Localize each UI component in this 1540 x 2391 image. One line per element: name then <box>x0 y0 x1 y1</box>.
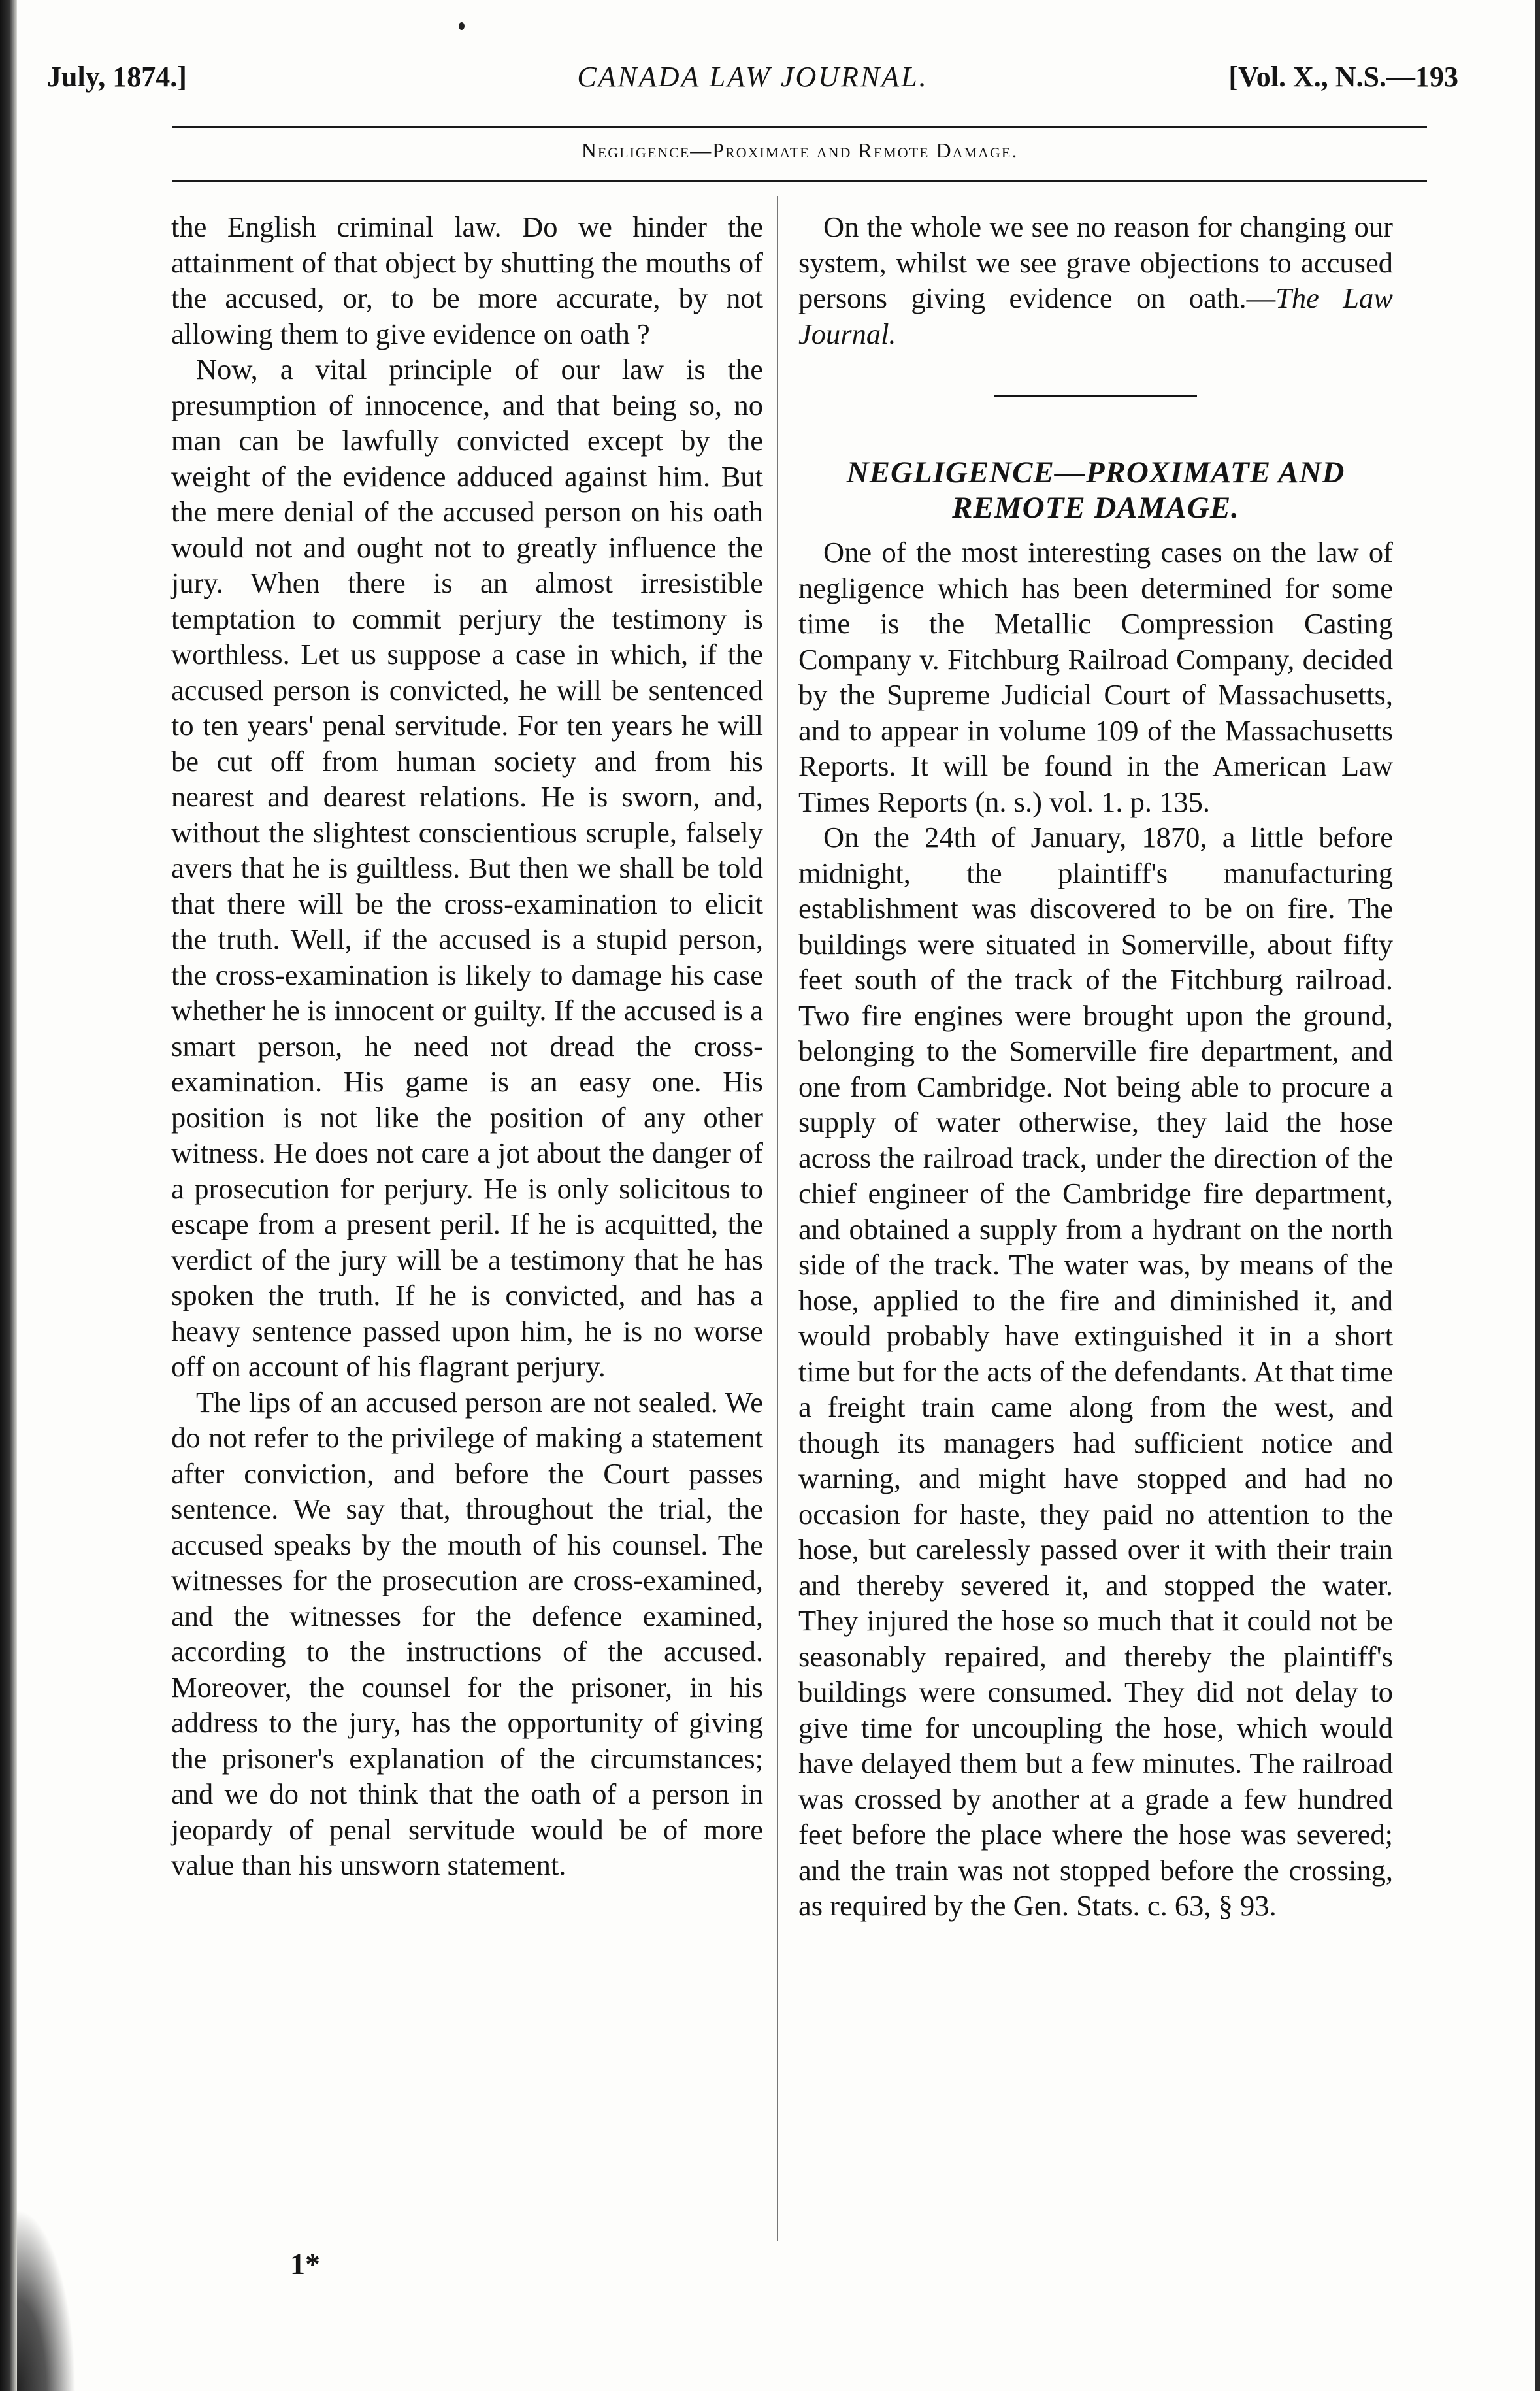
right-column <box>798 209 1393 1924</box>
article-title <box>798 455 1393 525</box>
closing-source: The Law Journal. <box>798 282 1393 350</box>
running-head <box>47 60 1458 106</box>
article-title-line-2: REMOTE DAMAGE. <box>952 491 1239 525</box>
running-head-date: July, 1874.] <box>47 61 187 93</box>
page-corner-shadow <box>17 2209 76 2391</box>
header-rule <box>172 126 1427 128</box>
article-separator-rule <box>994 395 1197 397</box>
right-paragraph-1: One of the most interesting cases on the law of negligence which has been determined for some time is the Metallic Compression Casting Company v. Fitchburg Railroad Company, decided by the Supreme Judicial Court of Massachusetts, and to appear in volume 109 of the Massachusetts Reports. It will be found in the American Law Times Reports (n. s.) vol. 1. p. 135. <box>798 536 1393 818</box>
running-head-volume: [Vol. X., N.S.—193 <box>1228 61 1458 93</box>
page-binding-edge <box>0 0 17 2391</box>
page-right-edge <box>1535 0 1540 2391</box>
page-signature: 1* <box>290 2247 320 2281</box>
section-rule <box>172 180 1427 182</box>
closing-paragraph-text: On the whole we see no reason for changing our system, whilst we see grave objections to accused persons giving evidence on oath.— <box>798 210 1393 314</box>
left-paragraph-1: the English criminal law. Do we hinder the attainment of that object by shutting the mouths of the accused, or, to be more accurate, by not allowing them to give evidence on oath ? <box>171 210 763 350</box>
ink-speck <box>459 22 465 30</box>
left-paragraph-3: The lips of an accused person are not sealed. We do not refer to the privilege of making a statement after conviction, and before the Court passes sentence. We say that, throughout the trial, the accused speaks by the mouth of his counsel. The witnesses for the prosecution are cross-examined, and the witnesses for the defence examined, according to the instructions of the accused. Moreover, the counsel for the prisoner, in his address to the jury, has the opportunity of giving the prisoner's explanation of the circumstances; and we do not think that the oath of a person in jeopardy of penal servitude would be of more value than his unsworn statement. <box>171 1385 763 1881</box>
closing-paragraph <box>798 209 1393 352</box>
article-title-line-1: NEGLIGENCE—PROXIMATE AND <box>846 455 1345 489</box>
right-paragraph-2: On the 24th of January, 1870, a little before midnight, the plaintiff's manufacturing establishment was discovered to be on fire. The buildings were situated in Somerville, about fifty feet south of the track of the Fitchburg railroad. Two fire engines were brought upon the ground, belonging to the Somerville fire department, and one from Cambridge. Not being able to procure a supply of water otherwise, they laid the hose across the railroad track, under the direction of the chief engineer of the Cambridge fire department, and obtained a supply from a hydrant on the north side of the track. The water was, by means of the hose, applied to the fire and diminished it, and would probably have extinguished it in a short time but for the acts of the defendants. At that time a freight train came along from the west, and though its managers had sufficient notice and warning, and might have stopped and had no occasion for haste, they paid no attention to the hose, but carelessly passed over it with their train and thereby severed it, and stopped the water. They injured the hose so much that it could not be seasonably repaired, and thereby the plaintiff's buildings were consumed. They did not delay to give time for uncoupling the hose, which would have delayed them but a few minutes. The railroad was crossed by another at a grade a few hundred feet before the place where the hose was severed; and the train was not stopped before the crossing, as required by the Gen. Stats. c. 63, § 93. <box>798 821 1393 1922</box>
column-divider <box>777 196 778 2241</box>
left-paragraph-2: Now, a vital principle of our law is the presumption of innocence, and that being so, no man can be lawfully convicted except by the weight of the evidence adduced against him. But the mere denial of the accused person on his oath would not and ought not to greatly influence the jury. When there is an almost irresistible temptation to commit perjury the testimony is worthless. Let us suppose a case in which, if the accused person is convicted, he will be sentenced to ten years' penal servitude. For ten years he will be cut off from human society and from his nearest and dearest relations. He is sworn, and, without the slightest conscientious scruple, falsely avers that he is guiltless. But then we shall be told that there will be the cross-examination to elicit the truth. Well, if the accused is a stupid person, the cross-examination is likely to damage his case whether he is innocent or guilty. If the accused is a smart person, he need not dread the cross-examination. His game is an easy one. His position is not like the position of any other witness. He does not care a jot about the danger of a prosecution for perjury. He is only solicitous to escape from a present peril. If he is acquitted, the verdict of the jury will be a testimony that he has spoken the truth. If he is convicted, and has a heavy sentence passed upon him, he is no worse off on account of his flagrant perjury. <box>171 353 763 1383</box>
section-head: Negligence—Proximate and Remote Damage. <box>581 139 1019 162</box>
left-column <box>171 209 763 1883</box>
running-head-journal: CANADA LAW JOURNAL. <box>577 61 928 93</box>
